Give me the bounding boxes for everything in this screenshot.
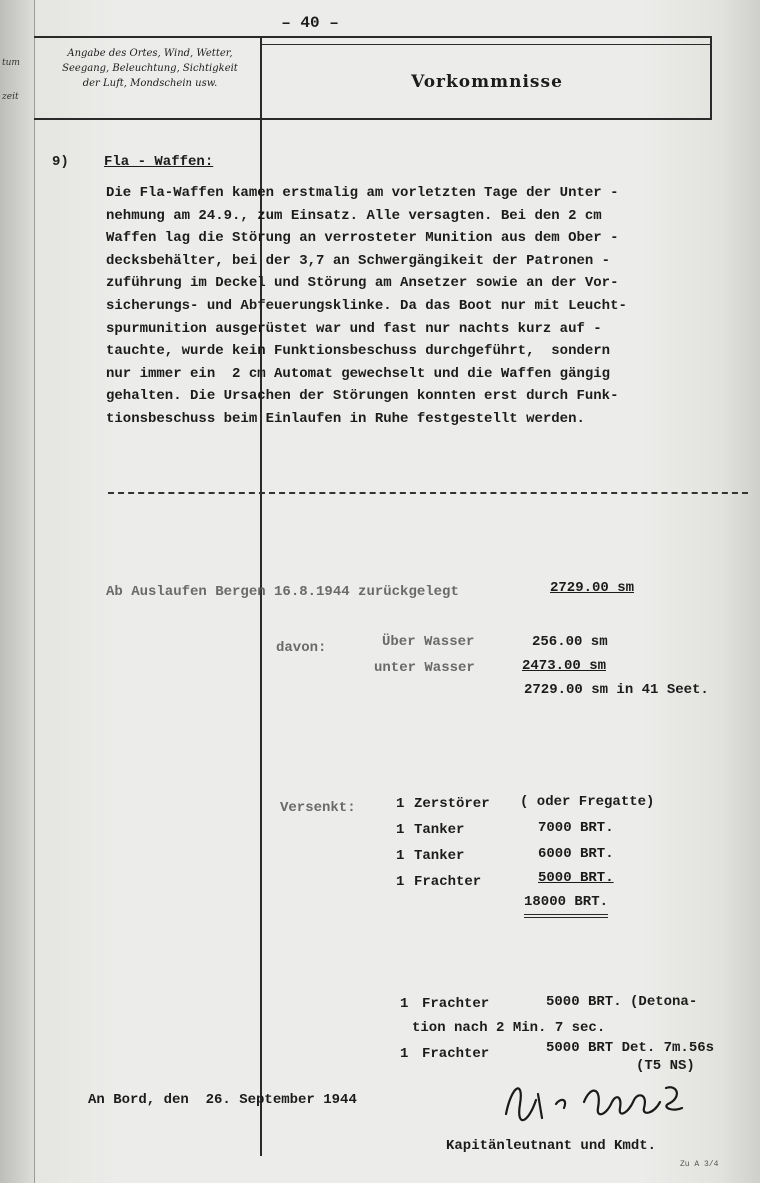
section-number: 9) [52,154,69,170]
sunk-count: 1 [396,874,405,890]
rank-line: Kapitänleutnant und Kmdt. [446,1138,657,1154]
sunk-type: Zerstörer [414,796,490,812]
edge-text-1: tum [2,58,20,68]
header-top-rule-2 [260,44,712,45]
distance-intro: Ab Auslaufen Bergen 16.8.1944 zurückgelegt [106,584,459,600]
sunk-value: ( oder Fregatte) [520,794,655,810]
under-water-value: 2473.00 sm [522,658,607,674]
det-row1-value: 5000 BRT. (Detona- [546,994,698,1010]
sunk-total: 18000 BRT. [524,894,608,918]
sunk-value: 6000 BRT. [538,846,614,862]
sunk-label: Versenkt: [280,800,356,816]
header-right-column: Vorkommnisse [411,72,563,92]
paragraph-line: tauchte, wurde kein Funktionsbeschuss durchgeführt, sondern [106,343,611,360]
det-row2-type: Frachter [422,1046,490,1062]
header-left-column [40,46,260,91]
signature [498,1074,688,1134]
paragraph-line: Waffen lag die Störung an verrosteter Munition aus dem Ober - [106,230,619,247]
header-left-line-1: Angabe des Ortes, Wind, Wetter, [67,48,233,59]
header-left-line-3: der Luft, Mondschein usw. [82,78,218,89]
paragraph-line: decksbehälter, bei der 3,7 an Schwergängikeit der Patronen - [106,252,611,269]
paragraph-line: nur immer ein 2 cm Automat gewechselt und die Waffen gängig [106,365,611,382]
sunk-count: 1 [396,796,405,812]
sunk-count: 1 [396,822,405,838]
sunk-type: Tanker [414,822,465,838]
edge-text-2: zeit [2,92,19,102]
section-separator [108,492,748,494]
sunk-type: Tanker [414,848,465,864]
sunk-count: 1 [396,848,405,864]
distance-total: 2729.00 sm [550,580,635,596]
header-bottom-rule [34,118,710,120]
paragraph-line: tionsbeschuss beim Einlaufen in Ruhe festgestellt werden. [106,410,585,427]
page-number: – 40 – [281,14,339,32]
paragraph-line: spurmunition ausgerüstet war und fast nur nachts kurz auf - [106,320,602,337]
paragraph-line: sicherungs- und Abfeuerungsklinke. Da das Boot nur mit Leucht- [106,297,627,314]
sunk-type: Frachter [414,874,482,890]
header-left-line-2: Seegang, Beleuchtung, Sichtigkeit [62,63,238,74]
section-title: Fla - Waffen: [104,154,214,170]
left-page-edge [0,0,35,1183]
paragraph-line: Die Fla-Waffen kamen erstmalig am vorletzten Tage der Unter - [106,185,619,201]
section-paragraph [106,182,726,431]
det-row1-continuation: tion nach 2 Min. 7 sec. [412,1020,606,1036]
sunk-value: 5000 BRT. [538,870,614,886]
det-row1-count: 1 [400,996,409,1012]
det-row1-type: Frachter [422,996,490,1012]
header-top-rule [34,36,710,38]
over-water-label: Über Wasser [382,634,475,650]
det-row2-value: 5000 BRT Det. 7m.56s [546,1040,715,1056]
paragraph-line: nehmung am 24.9., zum Einsatz. Alle versagten. Bei den 2 cm [106,207,602,224]
distance-sum: 2729.00 sm in 41 Seet. [524,682,709,698]
under-water-label: unter Wasser [374,660,475,676]
distance-davon-label: davon: [276,640,327,656]
sunk-value: 7000 BRT. [538,820,614,836]
corner-mark: Zu A 3/4 [680,1160,719,1169]
place-date: An Bord, den 26. September 1944 [88,1092,357,1108]
over-water-value: 256.00 sm [532,634,608,650]
paragraph-line: zuführung im Deckel und Störung am Ansetzer sowie an der Vor- [106,275,619,292]
paragraph-line: gehalten. Die Ursachen der Störungen konnten erst durch Funk- [106,388,619,405]
det-row2-continuation: (T5 NS) [636,1058,695,1074]
det-row2-count: 1 [400,1046,409,1062]
